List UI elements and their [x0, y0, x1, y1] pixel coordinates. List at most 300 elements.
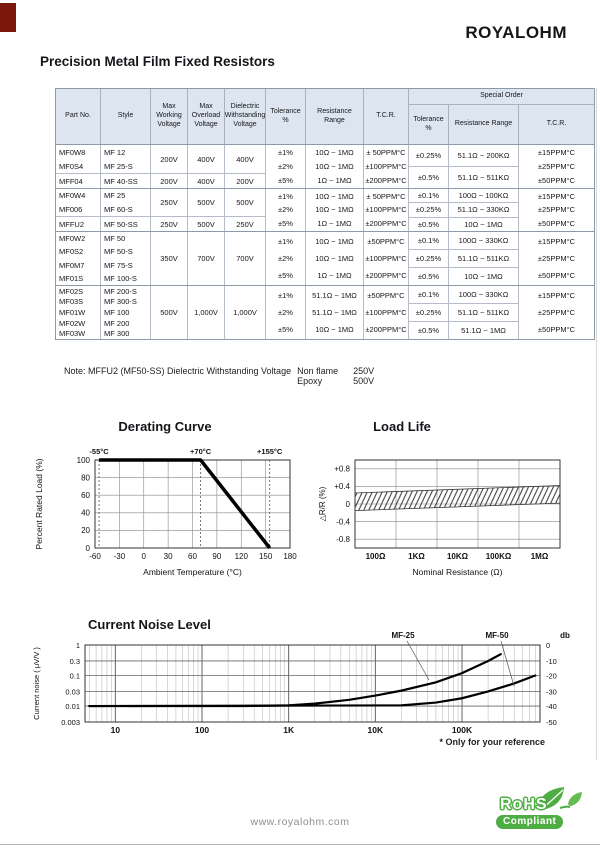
element	[519, 145, 594, 188]
text-value: ± 50PPM°C	[366, 148, 406, 158]
text-value: ±200PPM°C	[365, 218, 407, 228]
element: 0.003	[61, 717, 80, 727]
loadlife-chart	[315, 442, 585, 582]
note-row	[297, 366, 374, 376]
text-value: MF 100	[104, 307, 130, 317]
so-range-column	[448, 189, 518, 231]
so-tcr-column	[518, 145, 594, 188]
text-value: MF 200-S	[104, 286, 137, 296]
element	[151, 189, 187, 216]
text-value: ±100PPM°C	[365, 308, 407, 317]
text-value: ±5%	[278, 218, 293, 228]
tolerance-column	[265, 286, 305, 339]
element	[449, 202, 518, 216]
element: Current noise ( μV/V )	[32, 647, 41, 720]
noise-chart-title: Current Noise Level	[88, 617, 211, 632]
element: 100KΩ	[485, 552, 512, 561]
text-value: ±2%	[278, 308, 293, 317]
element	[225, 173, 265, 188]
text-value: MF 300-S	[104, 297, 137, 307]
element: 0.03	[65, 687, 80, 697]
element	[101, 189, 150, 216]
text-value: 51.1Ω ~ 1MΩ	[461, 326, 506, 335]
element	[101, 286, 150, 339]
element	[409, 232, 448, 249]
text-value: MF03W	[59, 329, 86, 339]
element: -40	[546, 701, 557, 711]
so-tolerance-column	[408, 189, 448, 231]
text-value: ±200PPM°C	[365, 325, 407, 334]
text-value: ±15PPM°C	[537, 291, 576, 300]
text-value: 51.1Ω ~ 511KΩ	[457, 308, 510, 317]
element	[151, 145, 187, 173]
element	[519, 286, 594, 339]
text-value: 1Ω ~ 1MΩ	[317, 218, 352, 228]
so-range-column	[448, 286, 518, 339]
element	[306, 145, 363, 188]
style-column	[100, 145, 150, 188]
text-value: 10Ω ~ 1MΩ	[315, 325, 354, 334]
text-value: MF 25-S	[104, 161, 133, 171]
derating-chart	[30, 442, 310, 582]
text-value: 500V	[236, 198, 254, 208]
resistance-range-column	[305, 232, 363, 285]
text-value: MF01S	[59, 273, 84, 283]
text-value: 51.1Ω ~ 200KΩ	[457, 151, 510, 160]
element	[449, 217, 518, 231]
text-value: MF 200	[104, 318, 130, 328]
working-voltage-column	[150, 286, 187, 339]
footer-url: www.royalohm.com	[250, 816, 350, 828]
header-cell: Dielectric Withstanding Voltage	[224, 89, 265, 144]
text-value: MF0W2	[59, 234, 86, 244]
special-header-cell: Resistance Range	[448, 105, 518, 144]
special-header-cell: Tolerance %	[408, 105, 448, 144]
element	[306, 189, 363, 231]
element	[560, 807, 570, 808]
element	[364, 232, 408, 285]
text-value: MFF04	[59, 176, 83, 186]
text-value: ±15PPM°C	[537, 237, 576, 246]
table-group-row	[56, 285, 594, 339]
rohs-label: RoHS	[500, 796, 548, 813]
element: 10KΩ	[446, 552, 469, 561]
element: -30	[546, 687, 557, 697]
element: 0	[85, 543, 90, 553]
element	[85, 645, 540, 722]
text-value: ±0.1%	[417, 236, 440, 245]
text-value: MF0W4	[59, 191, 86, 201]
element	[101, 216, 150, 231]
rohs-compliant-label: Compliant	[496, 815, 563, 829]
working-voltage-column	[150, 189, 187, 231]
style-column	[100, 232, 150, 285]
text-value: 51.1Ω ~ 511KΩ	[457, 254, 510, 263]
resistance-range-column	[305, 189, 363, 231]
tcr-column	[363, 232, 408, 285]
text-value: MF 12	[104, 147, 126, 157]
text-value: MF 50-SS	[104, 219, 138, 229]
element	[306, 286, 363, 339]
text-value: 10Ω ~ 1MΩ	[464, 219, 503, 229]
element	[449, 303, 518, 321]
text-value: ±0.5%	[417, 326, 440, 335]
element	[449, 145, 518, 166]
text-value: ±1%	[278, 291, 293, 300]
element: 100K	[451, 725, 473, 735]
note-row	[297, 376, 374, 386]
element	[449, 249, 518, 267]
so-tcr-column	[518, 189, 594, 231]
note-row-name: Epoxy	[297, 376, 323, 386]
so-tcr-column	[518, 232, 594, 285]
element	[151, 232, 187, 285]
element: 1KΩ	[408, 552, 425, 561]
table-group-row	[56, 188, 594, 231]
text-value: ±50PPM°C	[537, 325, 576, 334]
element	[364, 189, 408, 231]
text-value: 51.1Ω ~ 1MΩ	[312, 308, 357, 317]
text-value: ±0.1%	[417, 290, 440, 299]
element: -0.8	[336, 535, 350, 544]
text-value: 10Ω ~ 1MΩ	[315, 205, 354, 215]
element	[225, 216, 265, 231]
element: 150	[258, 552, 273, 561]
text-value: MF 25	[104, 191, 126, 201]
element	[449, 286, 518, 303]
header-cell: Resistance Range	[305, 89, 363, 144]
element	[409, 202, 448, 216]
element	[56, 216, 100, 231]
noise-chart	[25, 628, 590, 753]
text-value: MF0S2	[59, 247, 84, 257]
element: 100Ω	[365, 552, 386, 561]
text-value: 10Ω ~ 1MΩ	[464, 272, 503, 281]
overload-voltage-column	[187, 232, 224, 285]
text-value: ±5%	[278, 325, 293, 334]
note-row-value: 250V	[353, 366, 375, 376]
part-no-column	[56, 145, 100, 188]
text-value: ±0.5%	[417, 272, 440, 281]
resistance-range-column	[305, 286, 363, 339]
text-value: ±50PPM°C	[537, 271, 576, 280]
element	[409, 321, 448, 339]
element: 90	[212, 552, 222, 561]
text-value: ±50PPM°C	[537, 218, 576, 228]
tolerance-column	[265, 145, 305, 188]
element	[364, 286, 408, 339]
element: 10K	[367, 725, 384, 735]
element: Nominal Resistance (Ω)	[412, 567, 503, 577]
element: -10	[546, 656, 557, 666]
derating-chart-title: Derating Curve	[118, 419, 212, 434]
text-value: ± 50PPM°C	[366, 192, 406, 202]
tcr-column	[363, 145, 408, 188]
element: MF-25	[391, 631, 415, 640]
part-no-column	[56, 232, 100, 285]
element: 0	[345, 499, 350, 509]
element	[151, 173, 187, 188]
tcr-column	[363, 189, 408, 231]
text-value: 350V	[160, 254, 178, 263]
element	[306, 232, 363, 285]
element	[266, 145, 305, 188]
element	[266, 189, 305, 231]
text-value: ±200PPM°C	[365, 271, 407, 280]
element	[449, 189, 518, 202]
so-tolerance-column	[408, 145, 448, 188]
element: 20	[81, 526, 90, 536]
text-value: MF0S4	[59, 161, 84, 171]
noise-curve-MF-50	[89, 676, 535, 707]
element	[409, 145, 448, 166]
text-value: ±25PPM°C	[537, 161, 576, 171]
text-value: 400V	[197, 154, 215, 164]
text-value: ±0.5%	[417, 219, 440, 229]
element: +155°C	[257, 447, 283, 456]
element: +70°C	[190, 447, 212, 456]
page-edge-line	[596, 88, 597, 760]
text-value: 700V	[236, 254, 254, 263]
loadlife-chart-title: Load Life	[373, 419, 431, 434]
element	[225, 232, 265, 285]
text-value: MF01W	[59, 307, 86, 317]
element: -55°C	[89, 447, 109, 456]
text-value: ±50PPM°C	[537, 175, 576, 185]
text-value: MF02S	[59, 286, 84, 296]
element: △R/R (%)	[318, 486, 327, 522]
element	[56, 189, 100, 216]
page-title: Precision Metal Film Fixed Resistors	[40, 54, 275, 69]
element	[409, 303, 448, 321]
element	[266, 286, 305, 339]
so-tolerance-column	[408, 286, 448, 339]
element: 40	[81, 508, 90, 518]
so-range-column	[448, 145, 518, 188]
withstanding-voltage-column	[224, 189, 265, 231]
bottom-rule	[0, 844, 600, 845]
element	[409, 166, 448, 188]
text-value: ±25PPM°C	[537, 308, 576, 317]
text-value: ±0.1%	[417, 191, 440, 201]
element	[225, 145, 265, 173]
element	[151, 286, 187, 339]
text-value: ±5%	[278, 175, 293, 185]
element: 1	[75, 640, 80, 650]
element: 120	[234, 552, 248, 561]
working-voltage-column	[150, 145, 187, 188]
text-value: MF 300	[104, 329, 130, 339]
derating-curve	[99, 460, 270, 548]
text-value: ±2%	[278, 205, 293, 215]
text-value: 700V	[197, 254, 215, 263]
style-column	[100, 286, 150, 339]
element: 0.01	[65, 701, 80, 711]
resistance-range-column	[305, 145, 363, 188]
element: Percent Rated Load (%)	[34, 458, 44, 550]
note-prefix: Note: MFFU2 (MF50-SS) Dielectric Withstanding Voltage	[64, 366, 292, 376]
overload-voltage-column	[187, 286, 224, 339]
text-value: 200V	[160, 154, 178, 164]
element	[409, 249, 448, 267]
note	[64, 366, 374, 386]
element: Ambient Temperature (°C)	[143, 567, 242, 577]
spec-table-body	[56, 144, 594, 339]
element	[56, 173, 100, 188]
text-value: ±2%	[278, 161, 293, 171]
element: 1K	[283, 725, 295, 735]
text-value: MF03S	[59, 297, 84, 307]
text-value: 10Ω ~ 1MΩ	[315, 161, 354, 171]
text-value: ±15PPM°C	[537, 148, 576, 158]
text-value: 10Ω ~ 1MΩ	[315, 192, 354, 202]
text-value: MF02W	[59, 318, 86, 328]
element: 0.3	[69, 656, 80, 666]
brand-logo: ROYALOHM	[465, 23, 567, 42]
element	[409, 267, 448, 285]
header-cell: Tolerance %	[265, 89, 305, 144]
text-value: 1,000V	[233, 308, 257, 317]
text-value: 51.1Ω ~ 330KΩ	[457, 205, 510, 215]
text-value: 100Ω ~ 330KΩ	[458, 290, 509, 299]
text-value: ±0.25%	[415, 254, 442, 263]
element: 180	[283, 552, 297, 561]
text-value: ±0.25%	[415, 205, 442, 215]
header-cell: Max Overload Voltage	[187, 89, 224, 144]
element: -60	[89, 552, 101, 561]
element	[188, 189, 224, 216]
element	[188, 232, 224, 285]
element: -20	[546, 671, 557, 681]
note-values	[297, 366, 374, 386]
spec-table-header	[56, 89, 594, 144]
element: 100	[76, 455, 90, 465]
element	[266, 232, 305, 285]
text-value: MF 40-SS	[104, 176, 138, 186]
text-value: ±2%	[278, 254, 293, 263]
tolerance-column	[265, 232, 305, 285]
text-value: 400V	[236, 154, 254, 164]
element	[409, 217, 448, 231]
text-value: ±0.5%	[417, 173, 440, 182]
text-value: ±25PPM°C	[537, 254, 576, 263]
withstanding-voltage-column	[224, 145, 265, 188]
text-value: 200V	[236, 176, 254, 186]
reference-footnote: * Only for your reference	[439, 737, 545, 747]
text-value: ±1%	[278, 192, 293, 202]
text-value: 500V	[197, 198, 215, 208]
element	[364, 145, 408, 188]
text-value: 1Ω ~ 1MΩ	[317, 271, 352, 280]
element	[151, 216, 187, 231]
element: +0.4	[334, 482, 350, 492]
text-value: MF006	[59, 204, 83, 214]
rohs-badge	[494, 786, 596, 842]
element	[501, 641, 514, 686]
text-value: ±100PPM°C	[365, 254, 407, 263]
element	[568, 792, 582, 806]
text-value: MF0M7	[59, 260, 85, 270]
text-value: 100Ω ~ 330KΩ	[458, 236, 509, 245]
overload-voltage-column	[187, 145, 224, 188]
element	[188, 173, 224, 188]
special-order-header: Special Order	[408, 89, 594, 105]
part-no-column	[56, 286, 100, 339]
element	[519, 232, 594, 285]
element	[56, 145, 100, 173]
element	[101, 145, 150, 173]
element: MF-50	[485, 631, 509, 640]
table-group-row	[56, 231, 594, 285]
text-value: 100Ω ~ 100KΩ	[458, 191, 509, 201]
element: -50	[546, 717, 557, 727]
tcr-column	[363, 286, 408, 339]
element: 30	[163, 552, 173, 561]
element	[101, 232, 150, 285]
header-cell: Style	[100, 89, 150, 144]
element	[519, 189, 594, 231]
working-voltage-column	[150, 232, 187, 285]
text-value: MF 50-S	[104, 247, 133, 257]
element: 10	[110, 725, 121, 735]
text-value: ±15PPM°C	[537, 192, 576, 202]
element: 60	[188, 552, 197, 561]
so-tcr-column	[518, 286, 594, 339]
text-value: ±50PPM°C	[367, 237, 405, 246]
text-value: 500V	[197, 219, 215, 229]
noise-curve-MF-25	[89, 654, 501, 706]
note-row-name: Non flame	[297, 366, 339, 376]
element	[101, 173, 150, 188]
element	[188, 145, 224, 173]
element: -30	[113, 552, 126, 561]
so-range-column	[448, 232, 518, 285]
element	[449, 321, 518, 339]
element: 1MΩ	[530, 552, 549, 561]
text-value: ±0.25%	[415, 151, 442, 160]
text-value: MF 60-S	[104, 204, 133, 214]
element	[56, 286, 100, 339]
text-value: 200V	[160, 176, 178, 186]
text-value: 51.1Ω ~ 1MΩ	[312, 291, 357, 300]
element	[188, 286, 224, 339]
text-value: 10Ω ~ 1MΩ	[315, 254, 354, 263]
part-no-column	[56, 189, 100, 231]
spec-table	[55, 88, 595, 340]
text-value: MF 100-S	[104, 273, 137, 283]
header-cell: Max Working Voltage	[150, 89, 187, 144]
corner-mark	[0, 3, 16, 32]
element	[56, 232, 100, 285]
element: -0.4	[336, 517, 350, 527]
text-value: 250V	[160, 219, 178, 229]
text-value: ±1%	[278, 237, 293, 246]
text-value: ±25PPM°C	[537, 205, 576, 215]
text-value: MFFU2	[59, 219, 84, 229]
note-row-value: 500V	[353, 376, 375, 386]
text-value: 250V	[236, 219, 254, 229]
table-group-row	[56, 144, 594, 188]
element: 60	[81, 491, 90, 500]
element	[188, 216, 224, 231]
tolerance-column	[265, 189, 305, 231]
element	[225, 286, 265, 339]
element: 0	[141, 552, 146, 561]
style-column	[100, 189, 150, 231]
text-value: 51.1Ω ~ 511KΩ	[457, 173, 510, 182]
text-value: 1Ω ~ 1MΩ	[317, 175, 352, 185]
withstanding-voltage-column	[224, 286, 265, 339]
